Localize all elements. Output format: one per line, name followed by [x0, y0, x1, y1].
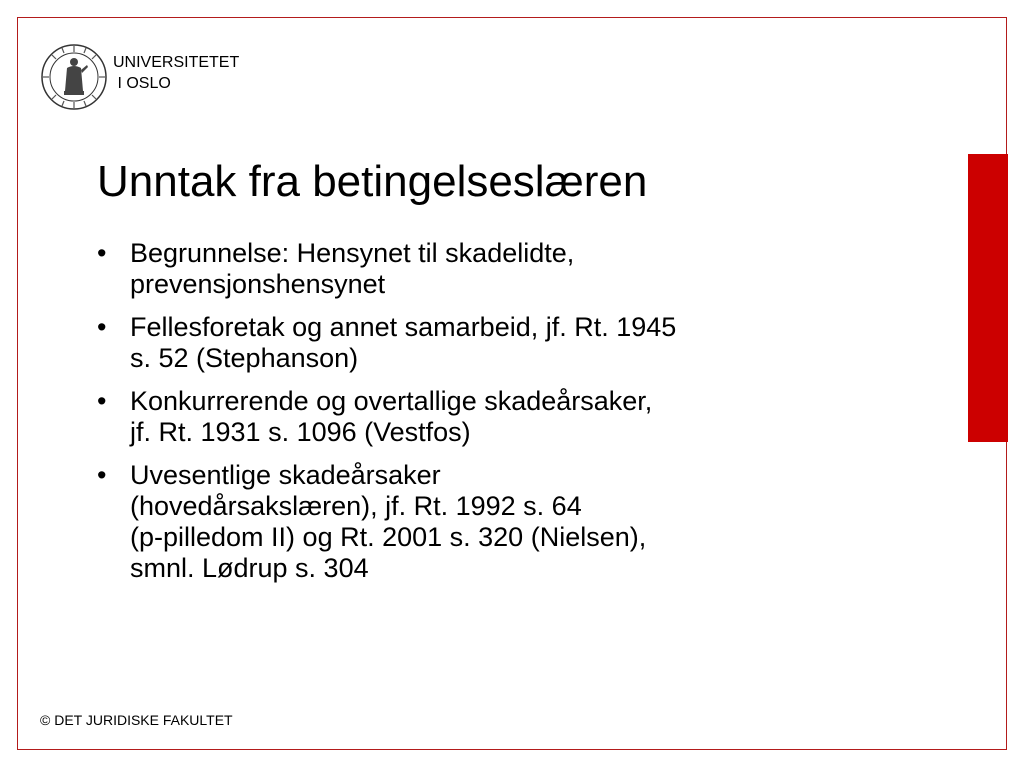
- university-seal-icon: [40, 43, 108, 111]
- bullet-line: Konkurrerende og overtallige skadeårsaker,: [130, 386, 653, 416]
- bullet-line: (hovedårsakslæren), jf. Rt. 1992 s. 64: [130, 491, 582, 521]
- slide-title: Unntak fra betingelseslæren: [97, 157, 648, 206]
- bullet-line: Begrunnelse: Hensynet til skadelidte,: [130, 238, 575, 268]
- bullet-item: [97, 386, 827, 448]
- bullet-item: [97, 460, 827, 584]
- bullet-list: [97, 238, 827, 596]
- bullet-line: jf. Rt. 1931 s. 1096 (Vestfos): [130, 417, 471, 447]
- bullet-line: s. 52 (Stephanson): [130, 343, 359, 373]
- bullet-symbol: •: [97, 312, 107, 342]
- university-name-line1: UNIVERSITETET: [113, 54, 240, 71]
- accent-bar: [968, 154, 1008, 442]
- footer-copyright: © DET JURIDISKE FAKULTET: [40, 712, 233, 728]
- bullet-item: [97, 312, 827, 374]
- bullet-symbol: •: [97, 238, 107, 268]
- bullet-line: Uvesentlige skadeårsaker: [130, 460, 441, 490]
- university-name: [113, 52, 239, 94]
- bullet-line: (p-pilledom II) og Rt. 2001 s. 320 (Nielsen),: [130, 522, 647, 552]
- bullet-line: prevensjonshensynet: [130, 269, 386, 299]
- university-name-line2: I OSLO: [113, 75, 171, 92]
- bullet-line: smnl. Lødrup s. 304: [130, 553, 369, 583]
- bullet-item: [97, 238, 827, 300]
- bullet-symbol: •: [97, 386, 107, 416]
- bullet-line: Fellesforetak og annet samarbeid, jf. Rt. 1945: [130, 312, 677, 342]
- bullet-symbol: •: [97, 460, 107, 490]
